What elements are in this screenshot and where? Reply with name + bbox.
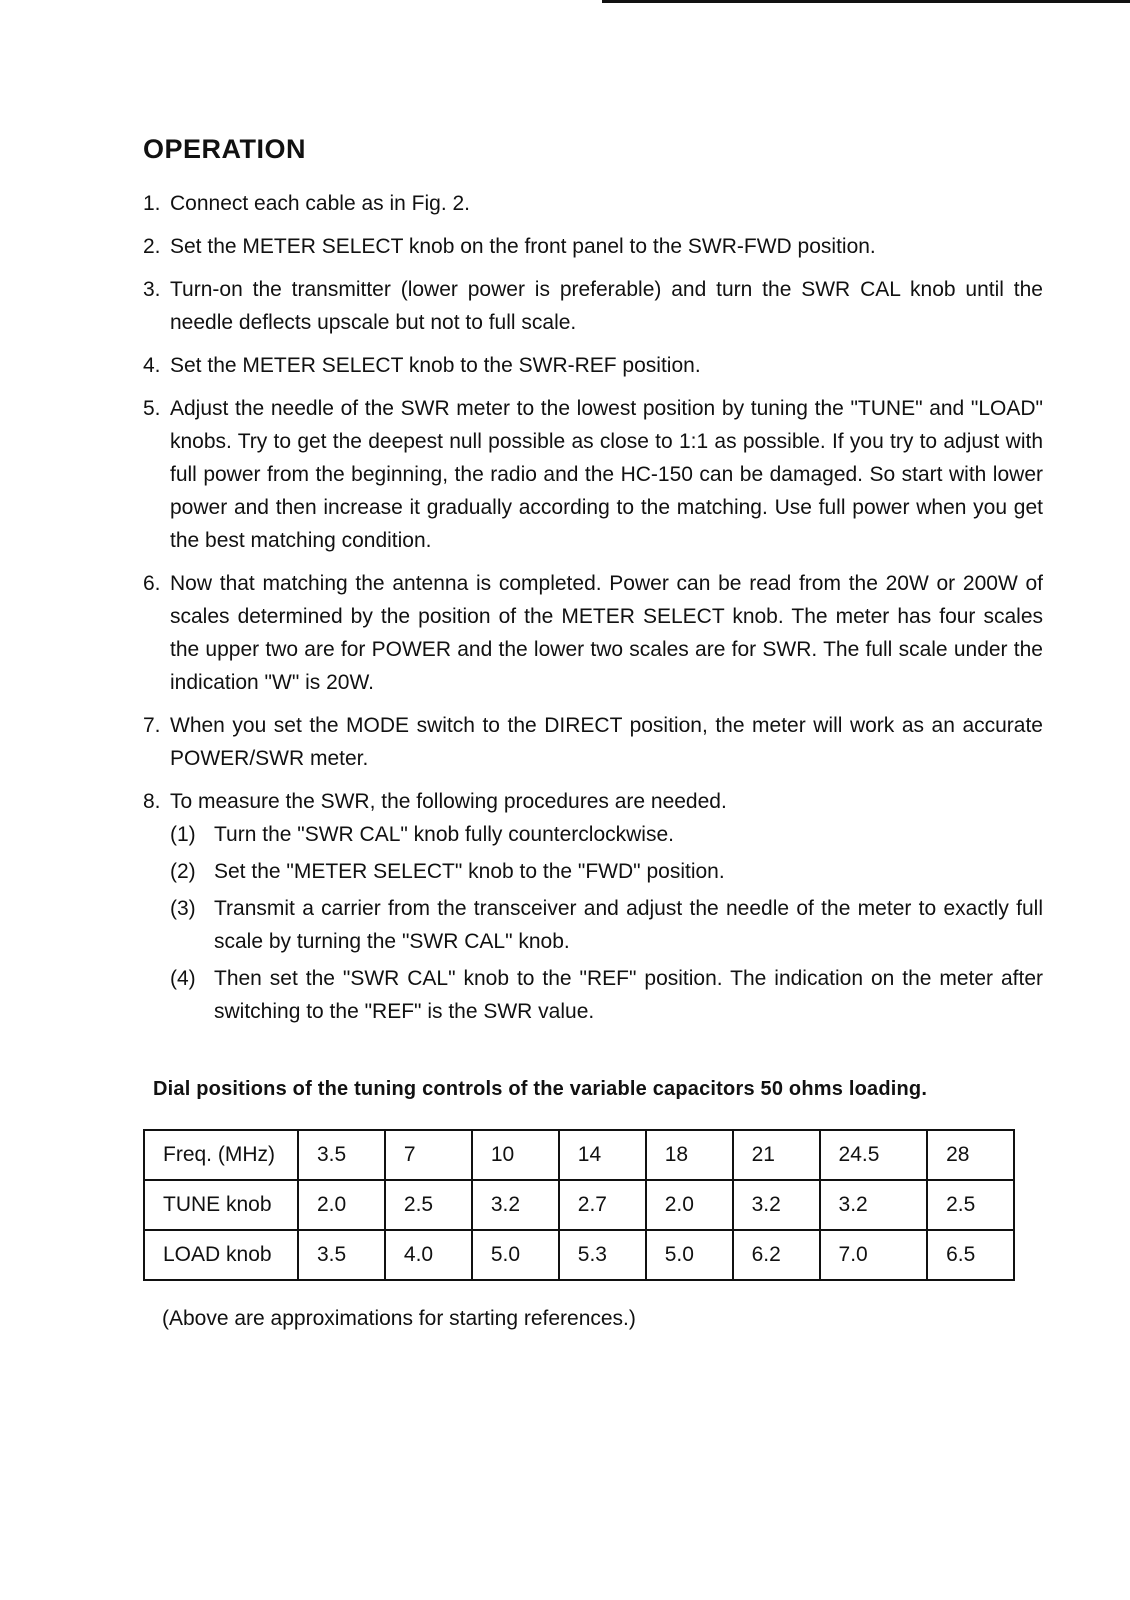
step-text: Now that matching the antenna is completed. Power can be read from the 20W or 200W of scales determined by the position of the METER SELECT knob. The meter has four scales the upper two are for POWER and the lower two scales are for SWR. The full scale under the indication "W" is 20W.: [170, 572, 1043, 694]
table-cell: 5.3: [559, 1230, 646, 1280]
table-cell: 3.5: [298, 1230, 385, 1280]
table-cell: 14: [559, 1130, 646, 1180]
table-row-load: [144, 1230, 1014, 1280]
step-item: 7. When you set the MODE switch to the DIRECT position, the meter will work as an accurate POWER/SWR meter.: [143, 714, 1043, 770]
substep-item: (1) Turn the "SWR CAL" knob fully counterclockwise.: [170, 823, 674, 846]
table-cell: 21: [733, 1130, 820, 1180]
table-cell: 3.2: [820, 1180, 928, 1230]
step-text: Set the METER SELECT knob to the SWR-REF position.: [170, 354, 701, 377]
substep-item: (3) Transmit a carrier from the transceiver and adjust the needle of the meter to exactly full scale by turning the "SWR CAL" knob.: [170, 897, 1043, 953]
table-row-tune: [144, 1180, 1014, 1230]
table-cell: 2.5: [385, 1180, 472, 1230]
table-cell: 2.5: [927, 1180, 1014, 1230]
table-cell: 2.7: [559, 1180, 646, 1230]
step-item: 2. Set the METER SELECT knob on the front panel to the SWR-FWD position.: [143, 235, 876, 258]
table-cell: 7.0: [820, 1230, 928, 1280]
section-heading: OPERATION: [143, 134, 307, 164]
table-caption: Dial positions of the tuning controls of the variable capacitors 50 ohms loading.: [153, 1078, 928, 1100]
substep-item: (2) Set the "METER SELECT" knob to the "FWD" position.: [170, 860, 725, 883]
step-text: Adjust the needle of the SWR meter to the lowest position by tuning the "TUNE" and "LOAD" knobs. Try to get the deepest null possible as close to 1:1 as possible. If you try to adjust with full power from the beginning, the radio and the HC-150 can be damaged. So start with lower power and then increase it gradually according to the matching. Use full power when you get the best matching condition.: [170, 397, 1043, 552]
substep-text: Set the "METER SELECT" knob to the "FWD" position.: [214, 860, 725, 883]
substep-text: Transmit a carrier from the transceiver and adjust the needle of the meter to exactly full scale by turning the "SWR CAL" knob.: [214, 897, 1043, 953]
table-cell: 3.5: [298, 1130, 385, 1180]
table-footnote: (Above are approximations for starting references.): [162, 1307, 636, 1330]
table-cell: 10: [472, 1130, 559, 1180]
step-item: 4. Set the METER SELECT knob to the SWR-REF position.: [143, 354, 701, 377]
step-item: 8. To measure the SWR, the following procedures are needed. (1) Turn the "SWR CAL" knob fully counterclockwise. (2) Set the "METER SELECT" knob to the "FWD" position. (3) Transmit a carrier from the transceiver and adjust the needle of the meter to exactly full scale by turning the "SWR CAL" knob. (4) Then set the "SWR CAL" knob to the "REF" position. The indication on the meter after switching to the "REF" is the SWR value.: [143, 785, 1043, 1028]
row-label: TUNE knob: [144, 1180, 298, 1230]
table-cell: 18: [646, 1130, 733, 1180]
document-page: [143, 134, 1043, 1331]
table-cell: 3.2: [472, 1180, 559, 1230]
table-row-freq: [144, 1130, 1014, 1180]
step-text: Set the METER SELECT knob on the front panel to the SWR-FWD position.: [170, 235, 876, 258]
table-cell: 7: [385, 1130, 472, 1180]
table-cell: 3.2: [733, 1180, 820, 1230]
table-cell: 4.0: [385, 1230, 472, 1280]
table-cell: 5.0: [472, 1230, 559, 1280]
step-item: 6. Now that matching the antenna is completed. Power can be read from the 20W or 200W of scales determined by the position of the METER SELECT knob. The meter has four scales the upper two are for POWER and the lower two scales are for SWR. The full scale under the indication "W" is 20W.: [143, 572, 1043, 694]
top-border-line: [602, 0, 1130, 3]
swr-substeps: [170, 818, 1043, 1028]
row-label: LOAD knob: [144, 1230, 298, 1280]
substep-text: Then set the "SWR CAL" knob to the "REF" position. The indication on the meter after switching to the "REF" is the SWR value.: [214, 967, 1043, 1023]
step-item: 1. Connect each cable as in Fig. 2.: [143, 192, 471, 215]
operation-steps: [143, 187, 1043, 1028]
step-item: 5. Adjust the needle of the SWR meter to the lowest position by tuning the "TUNE" and "LOAD" knobs. Try to get the deepest null possible as close to 1:1 as possible. If you try to adjust with full power from the beginning, the radio and the HC-150 can be damaged. So start with lower power and then increase it gradually according to the matching. Use full power when you get the best matching condition.: [143, 397, 1043, 552]
step-item: 3. Turn-on the transmitter (lower power is preferable) and turn the SWR CAL knob until the needle deflects upscale but not to full scale.: [143, 278, 1043, 334]
step-text: When you set the MODE switch to the DIRECT position, the meter will work as an accurate POWER/SWR meter.: [170, 714, 1043, 770]
table-cell: 5.0: [646, 1230, 733, 1280]
table-cell: 6.2: [733, 1230, 820, 1280]
table-cell: 2.0: [298, 1180, 385, 1230]
table-cell: 28: [927, 1130, 1014, 1180]
table-cell: 2.0: [646, 1180, 733, 1230]
substep-item: (4) Then set the "SWR CAL" knob to the "REF" position. The indication on the meter after switching to the "REF" is the SWR value.: [170, 967, 1043, 1023]
step-text: Turn-on the transmitter (lower power is preferable) and turn the SWR CAL knob until the needle deflects upscale but not to full scale.: [170, 278, 1043, 334]
step-text: Connect each cable as in Fig. 2.: [170, 192, 471, 215]
step-text: To measure the SWR, the following procedures are needed.: [170, 790, 727, 813]
substep-text: Turn the "SWR CAL" knob fully counterclockwise.: [214, 823, 674, 846]
dial-positions-table: [143, 1129, 1015, 1281]
row-label: Freq. (MHz): [144, 1130, 298, 1180]
table-cell: 6.5: [927, 1230, 1014, 1280]
table-cell: 24.5: [820, 1130, 928, 1180]
